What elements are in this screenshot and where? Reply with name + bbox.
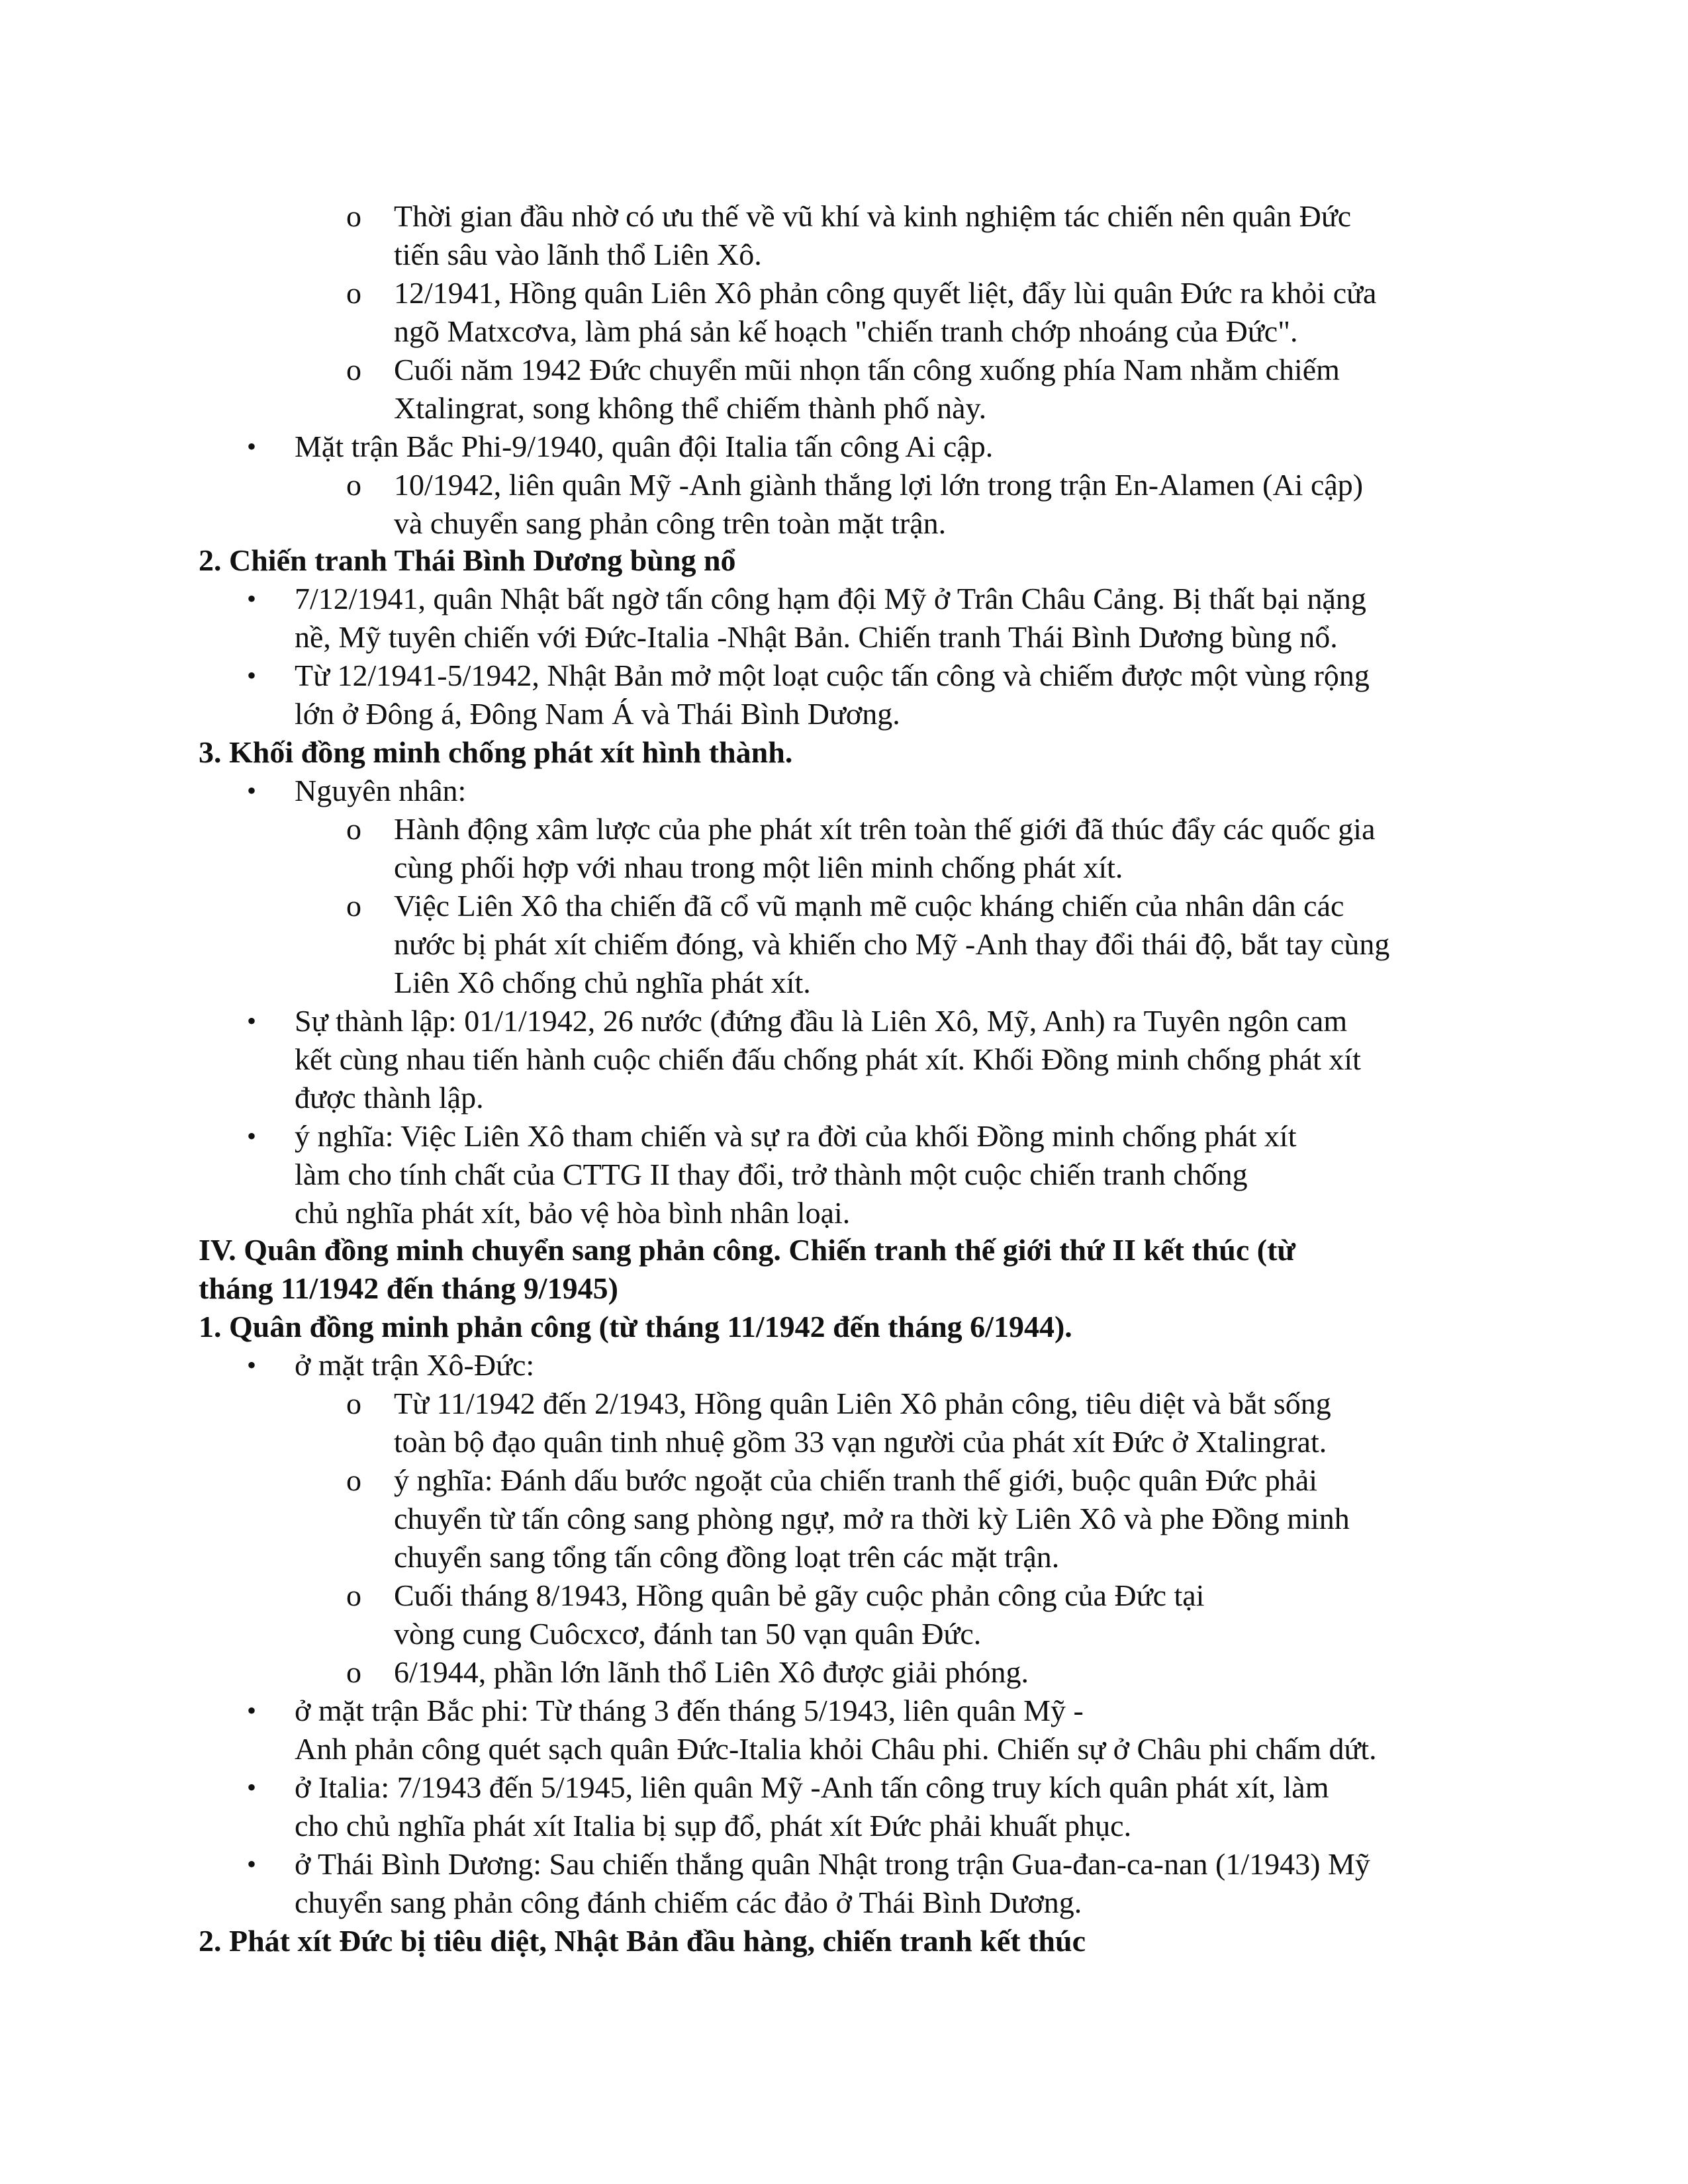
text-line: Sự thành lập: 01/1/1942, 26 nước (đứng đầu là Liên Xô, Mỹ, Anh) ra Tuyên ngôn cam	[295, 1004, 1348, 1038]
circle-bullet: o	[346, 1387, 361, 1420]
bullet-dot: •	[247, 1696, 257, 1725]
text-line: Cuối tháng 8/1943, Hồng quân bẻ gãy cuộc phản công của Đức tại	[394, 1578, 1205, 1612]
circle-bullet: o	[346, 812, 361, 846]
bullet-dot: •	[247, 1849, 257, 1879]
text-line: chuyển từ tấn công sang phòng ngự, mở ra thời kỳ Liên Xô và phe Đồng minh	[394, 1502, 1350, 1535]
text-line: ở mặt trận Bắc phi: Từ tháng 3 đến tháng 5/1943, liên quân Mỹ -	[295, 1694, 1084, 1727]
bullet-dot: •	[247, 584, 257, 614]
text-line: chuyển sang tổng tấn công đồng loạt trên các mặt trận.	[394, 1540, 1060, 1574]
text-line: Anh phản công quét sạch quân Đức-Italia khỏi Châu phi. Chiến sự ở Châu phi chấm dứt.	[295, 1732, 1377, 1766]
text-line: cho chủ nghĩa phát xít Italia bị sụp đổ, phát xít Đức phải khuất phục.	[295, 1809, 1132, 1843]
text-line: ngõ Matxcơva, làm phá sản kế hoạch "chiến tranh chớp nhoáng của Đức".	[394, 314, 1298, 348]
text-line: ở Italia: 7/1943 đến 5/1945, liên quân Mỹ -Anh tấn công truy kích quân phát xít, làm	[295, 1770, 1329, 1804]
text-line: Mặt trận Bắc Phi-9/1940, quân đội Italia tấn công Ai cập.	[295, 430, 994, 463]
bullet-dot: •	[247, 1121, 257, 1151]
text-line: 7/12/1941, quân Nhật bất ngờ tấn công hạm đội Mỹ ở Trân Châu Cảng. Bị thất bại nặng	[295, 582, 1366, 615]
text-line: Từ 12/1941-5/1942, Nhật Bản mở một loạt cuộc tấn công và chiếm được một vùng rộng	[295, 659, 1370, 692]
section-heading: 1. Quân đồng minh phản công (từ tháng 11/1942 đến tháng 6/1944).	[199, 1310, 1072, 1343]
circle-bullet: o	[346, 199, 361, 233]
text-line: ý nghĩa: Việc Liên Xô tham chiến và sự ra đời của khối Đồng minh chống phát xít	[295, 1119, 1297, 1153]
text-line: làm cho tính chất của CTTG II thay đổi, trở thành một cuộc chiến tranh chống	[295, 1158, 1248, 1191]
text-line: Liên Xô chống chủ nghĩa phát xít.	[394, 966, 811, 999]
text-line: Việc Liên Xô tha chiến đã cổ vũ mạnh mẽ cuộc kháng chiến của nhân dân các	[394, 889, 1344, 923]
bullet-dot: •	[247, 660, 257, 690]
text-line: ở mặt trận Xô-Đức:	[295, 1348, 535, 1382]
circle-bullet: o	[346, 1463, 361, 1497]
section-heading: 3. Khối đồng minh chống phát xít hình thành.	[199, 735, 793, 769]
circle-bullet: o	[346, 353, 361, 387]
section-heading: 2. Chiến tranh Thái Bình Dương bùng nổ	[199, 543, 736, 577]
text-line: Xtalingrat, song không thể chiếm thành phố này.	[394, 391, 987, 425]
text-line: kết cùng nhau tiến hành cuộc chiến đấu chống phát xít. Khối Đồng minh chống phát xít	[295, 1042, 1361, 1076]
text-line: Nguyên nhân:	[295, 774, 467, 807]
text-line: Hành động xâm lược của phe phát xít trên toàn thế giới đã thúc đẩy các quốc gia	[394, 812, 1376, 846]
chapter-heading: tháng 11/1942 đến tháng 9/1945)	[199, 1271, 618, 1305]
text-line: toàn bộ đạo quân tinh nhuệ gồm 33 vạn người của phát xít Đức ở Xtalingrat.	[394, 1425, 1327, 1459]
text-line: Từ 11/1942 đến 2/1943, Hồng quân Liên Xô phản công, tiêu diệt và bắt sống	[394, 1387, 1331, 1420]
text-line: nước bị phát xít chiếm đóng, và khiến cho Mỹ -Anh thay đổi thái độ, bắt tay cùng	[394, 927, 1390, 961]
chapter-heading: IV. Quân đồng minh chuyển sang phản công. Chiến tranh thế giới thứ II kết thúc (từ	[199, 1233, 1295, 1267]
text-line: Thời gian đầu nhờ có ưu thế về vũ khí và kinh nghiệm tác chiến nên quân Đức	[394, 199, 1352, 233]
text-line: chủ nghĩa phát xít, bảo vệ hòa bình nhân loại.	[295, 1196, 851, 1230]
text-line: Cuối năm 1942 Đức chuyển mũi nhọn tấn công xuống phía Nam nhằm chiếm	[394, 353, 1340, 387]
text-line: 6/1944, phần lớn lãnh thổ Liên Xô được giải phóng.	[394, 1655, 1029, 1689]
bullet-dot: •	[247, 432, 257, 461]
text-line: 10/1942, liên quân Mỹ -Anh giành thắng lợi lớn trong trận En-Alamen (Ai cập)	[394, 468, 1364, 502]
circle-bullet: o	[346, 468, 361, 502]
circle-bullet: o	[346, 1655, 361, 1689]
text-line: được thành lập.	[295, 1081, 484, 1115]
bullet-dot: •	[247, 776, 257, 805]
text-line: lớn ở Đông á, Đông Nam Á và Thái Bình Dương.	[295, 697, 900, 731]
circle-bullet: o	[346, 1578, 361, 1612]
text-line: chuyển sang phản công đánh chiếm các đảo ở Thái Bình Dương.	[295, 1886, 1082, 1919]
bullet-dot: •	[247, 1006, 257, 1036]
text-line: tiến sâu vào lãnh thổ Liên Xô.	[394, 238, 762, 271]
section-heading: 2. Phát xít Đức bị tiêu diệt, Nhật Bản đầu hàng, chiến tranh kết thúc	[199, 1924, 1086, 1958]
text-line: và chuyển sang phản công trên toàn mặt trận.	[394, 506, 947, 540]
text-line: vòng cung Cuôcxcơ, đánh tan 50 vạn quân Đức.	[394, 1617, 982, 1651]
circle-bullet: o	[346, 276, 361, 310]
bullet-dot: •	[247, 1350, 257, 1380]
text-line: nề, Mỹ tuyên chiến với Đức-Italia -Nhật Bản. Chiến tranh Thái Bình Dương bùng nổ.	[295, 620, 1338, 654]
text-line: ở Thái Bình Dương: Sau chiến thắng quân Nhật trong trận Gua-đan-ca-nan (1/1943) Mỹ	[295, 1847, 1370, 1881]
bullet-dot: •	[247, 1772, 257, 1802]
circle-bullet: o	[346, 889, 361, 923]
text-line: 12/1941, Hồng quân Liên Xô phản công quyết liệt, đẩy lùi quân Đức ra khỏi cửa	[394, 276, 1377, 310]
text-line: cùng phối hợp với nhau trong một liên minh chống phát xít.	[394, 850, 1123, 884]
text-line: ý nghĩa: Đánh dấu bước ngoặt của chiến tranh thế giới, buộc quân Đức phải	[394, 1463, 1318, 1497]
